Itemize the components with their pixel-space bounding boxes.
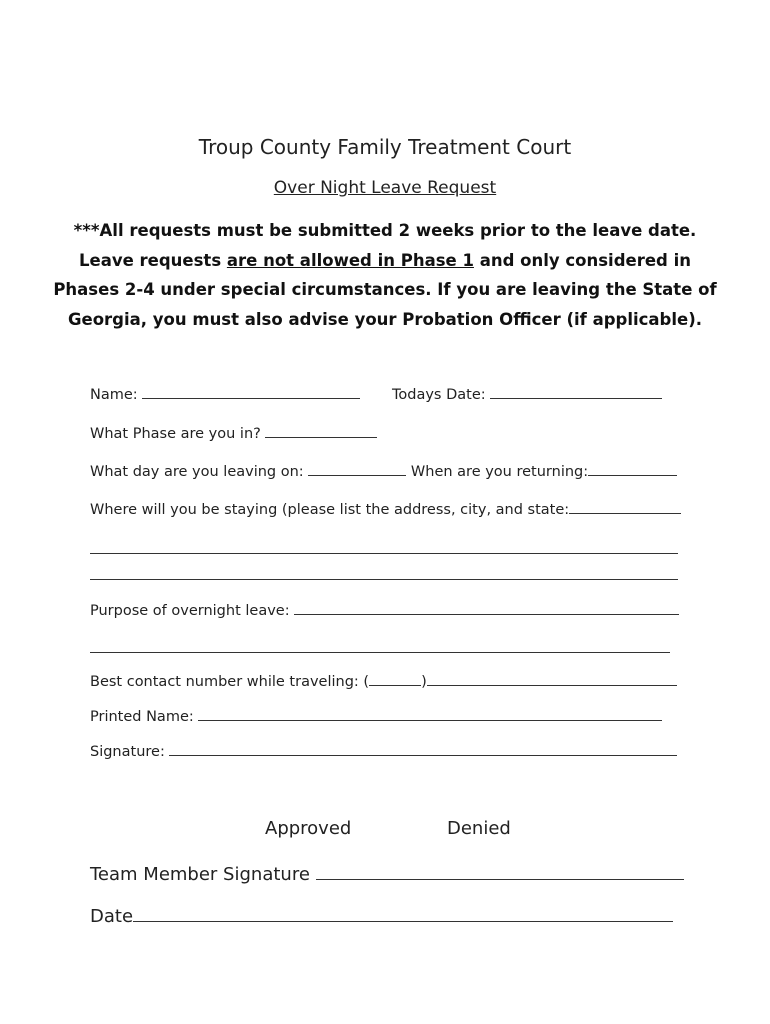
name-field[interactable] — [142, 384, 360, 399]
printed-name-label: Printed Name: — [90, 709, 194, 725]
team-date-row — [90, 903, 673, 927]
staying-line-1[interactable] — [90, 553, 678, 554]
team-signature-field[interactable] — [316, 861, 684, 880]
team-signature-label: Team Member Signature — [90, 864, 310, 885]
todays-date-row — [392, 384, 662, 403]
staying-field[interactable] — [569, 499, 681, 514]
name-label: Name: — [90, 387, 138, 403]
notice-line-1: ***All requests must be submitted 2 weeks prior to the leave date. — [73, 221, 697, 240]
todays-date-field[interactable] — [490, 384, 662, 399]
contact-paren-close: ) — [421, 674, 427, 690]
notice-line-3: Phases 2-4 under special circumstances. If you are leaving the State of — [53, 280, 717, 299]
staying-row — [90, 499, 681, 518]
notice-line-4: Georgia, you must also advise your Probation Officer (if applicable). — [67, 309, 703, 329]
returning-label: When are you returning: — [410, 464, 589, 480]
staying-line-2[interactable] — [90, 579, 678, 580]
signature-label: Signature: — [90, 744, 165, 760]
contact-label: Best contact number while traveling: ( — [90, 674, 370, 690]
purpose-field[interactable] — [294, 600, 679, 615]
printed-name-row — [90, 706, 662, 725]
signature-field[interactable] — [169, 741, 677, 756]
team-date-label: Date — [90, 906, 134, 927]
denied-option[interactable]: Denied — [447, 818, 511, 839]
notice-line-2 — [0, 246, 770, 276]
approved-option[interactable]: Approved — [265, 818, 352, 839]
signature-row — [90, 741, 677, 760]
returning-field[interactable] — [588, 461, 677, 476]
leaving-field[interactable] — [308, 461, 406, 476]
team-date-field[interactable] — [133, 903, 673, 922]
phase-label: What Phase are you in? — [90, 426, 261, 442]
form-title: Troup County Family Treatment Court — [198, 135, 572, 159]
notice-line-2-end: and only considered in — [473, 250, 691, 270]
purpose-label: Purpose of overnight leave: — [90, 603, 290, 619]
contact-number-field[interactable] — [427, 671, 677, 686]
contact-row — [90, 671, 677, 690]
phase-row — [90, 423, 377, 442]
notice-phase1-warning: are not allowed in Phase 1 — [226, 250, 474, 270]
printed-name-field[interactable] — [198, 706, 662, 721]
name-row — [90, 384, 360, 403]
team-signature-row — [90, 861, 684, 885]
staying-label: Where will you be staying (please list the address, city, and state: — [90, 502, 570, 518]
purpose-line-2[interactable] — [90, 652, 670, 653]
phase-field[interactable] — [265, 423, 377, 438]
form-subtitle: Over Night Leave Request — [273, 178, 497, 198]
notice-paragraph — [0, 216, 770, 334]
leaving-label: What day are you leaving on: — [90, 464, 304, 480]
notice-line-2-start: Leave requests — [79, 250, 227, 270]
todays-date-label: Todays Date: — [392, 387, 486, 403]
leaving-row — [90, 461, 677, 480]
purpose-row — [90, 600, 679, 619]
area-code-field[interactable] — [369, 671, 421, 686]
